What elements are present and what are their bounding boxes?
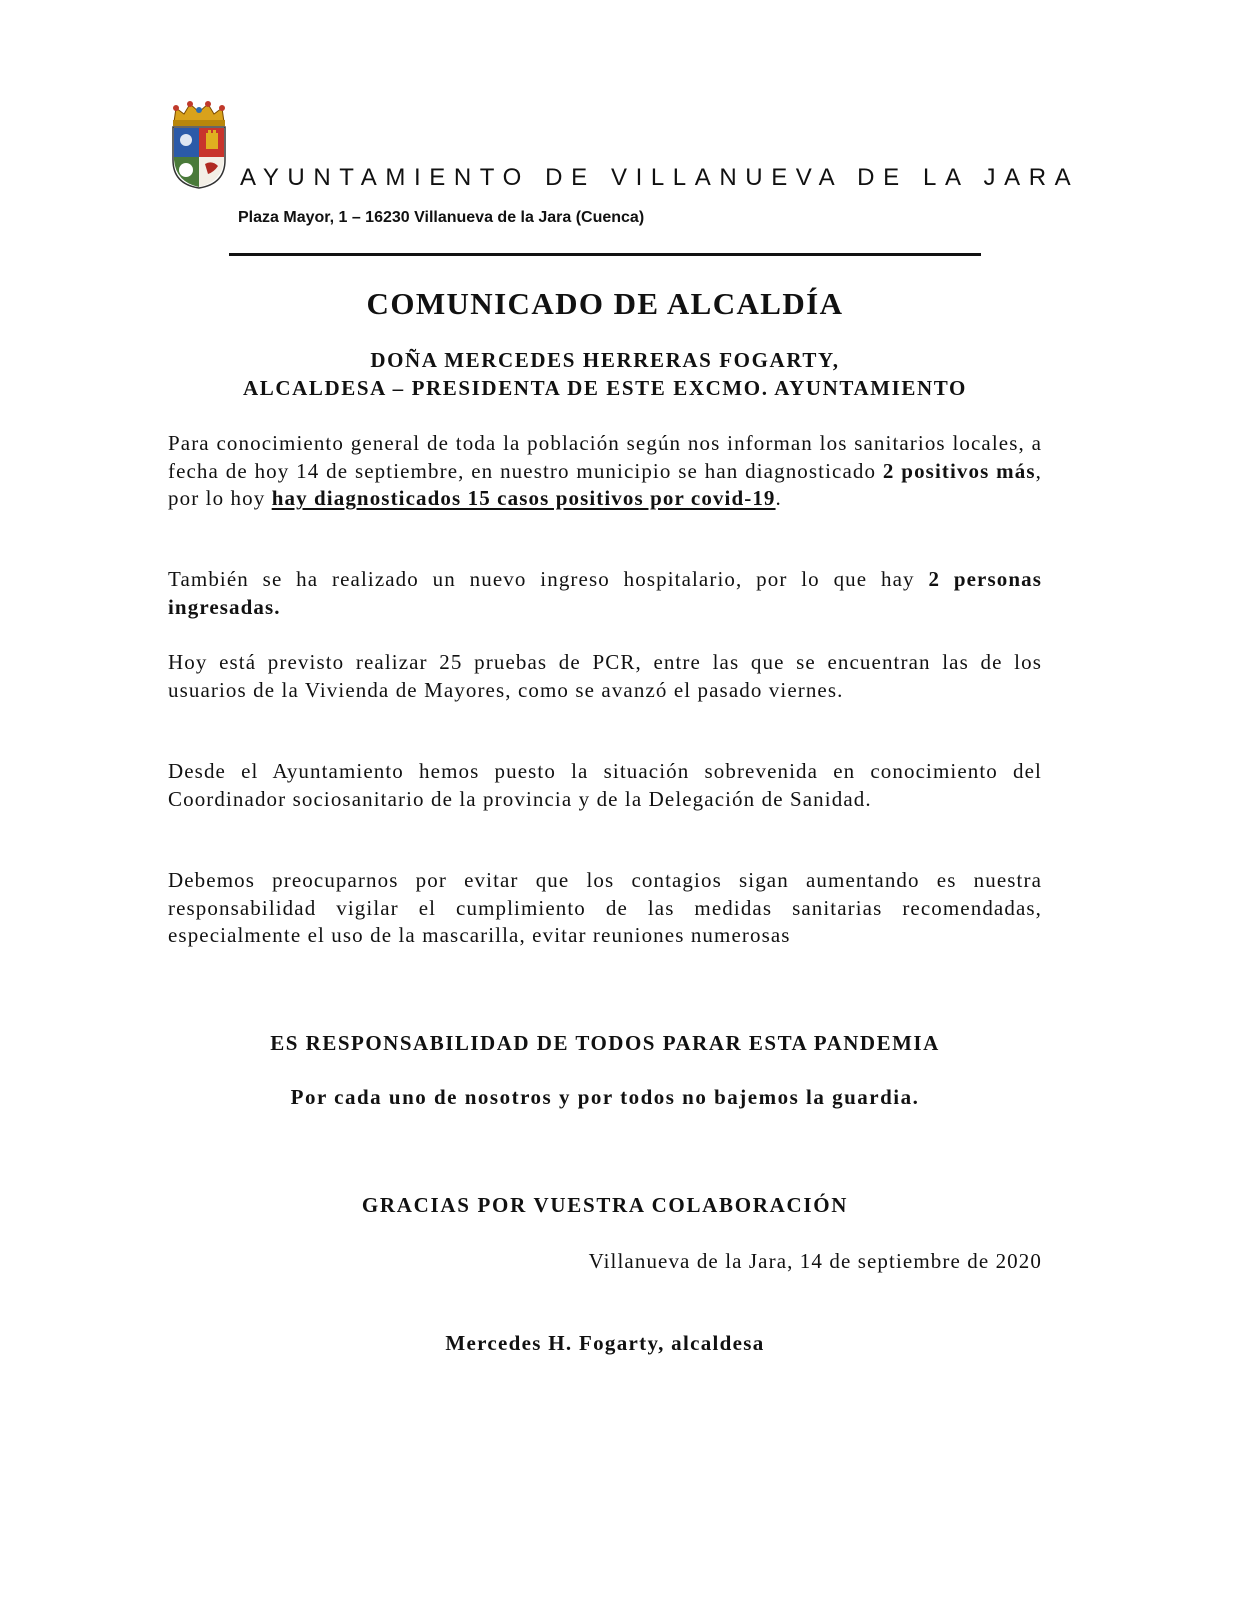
paragraph-text: , por lo hoy: [168, 458, 1042, 510]
document-date: Villanueva de la Jara, 14 de septiembre de 2020: [588, 1249, 1042, 1273]
thanks-statement: GRACIAS POR VUESTRA COLABORACIÓN: [361, 1193, 849, 1217]
organization-name: AYUNTAMIENTO DE VILLANUEVA DE LA JARA: [240, 164, 1080, 191]
paragraph-text: Para conocimiento general de toda la población según nos informan los sanitarios locales, a fecha de hoy 14 de septiembre, en nuestro municipio se han diagnosticado: [168, 431, 1042, 483]
guard-statement: Por cada uno de nosotros y por todos no bajemos la guardia.: [290, 1085, 920, 1109]
paragraph-cases: [168, 430, 1042, 513]
paragraph-text: También se ha realizado un nuevo ingreso hospitalario, por lo que hay: [168, 567, 929, 591]
author-name: DOÑA MERCEDES HERRERAS FOGARTY,: [370, 348, 840, 372]
organization-address: Plaza Mayor, 1 – 16230 Villanueva de la Jara (Cuenca): [238, 209, 645, 226]
header-divider: [229, 253, 981, 256]
document-title: COMUNICADO DE ALCALDÍA: [366, 286, 844, 321]
paragraph-measures: Debemos preocuparnos por evitar que los contagios sigan aumentando es nuestra responsabilidad vigilar el cumplimiento de las medidas sanitarias recomendadas, especialmente el uso de la mascarilla, evitar reuniones numerosas: [168, 868, 1042, 947]
responsibility-statement: ES RESPONSABILIDAD DE TODOS PARAR ESTA PANDEMIA: [270, 1031, 940, 1055]
author-role: ALCALDESA – PRESIDENTA DE ESTE EXCMO. AYUNTAMIENTO: [243, 376, 967, 400]
paragraph-coordination: Desde el Ayuntamiento hemos puesto la situación sobrevenida en conocimiento del Coordinador sociosanitario de la provincia y de la Delegación de Sanidad.: [168, 759, 1042, 811]
paragraph-pcr: Hoy está previsto realizar 25 pruebas de PCR, entre las que se encuentran las de los usuarios de la Vivienda de Mayores, como se avanzó el pasado viernes.: [168, 650, 1042, 702]
coat-of-arms-icon: [168, 100, 230, 190]
paragraph-hospital: [168, 566, 1042, 621]
new-positives-count: 2 positivos más: [882, 458, 1036, 483]
signature: Mercedes H. Fogarty, alcaldesa: [445, 1331, 765, 1355]
hospitalized-count: 2 personas ingresadas.: [168, 567, 1042, 619]
paragraph-text: .: [775, 486, 782, 510]
total-cases-highlight: hay diagnosticados 15 casos positivos por covid-19: [271, 486, 776, 510]
